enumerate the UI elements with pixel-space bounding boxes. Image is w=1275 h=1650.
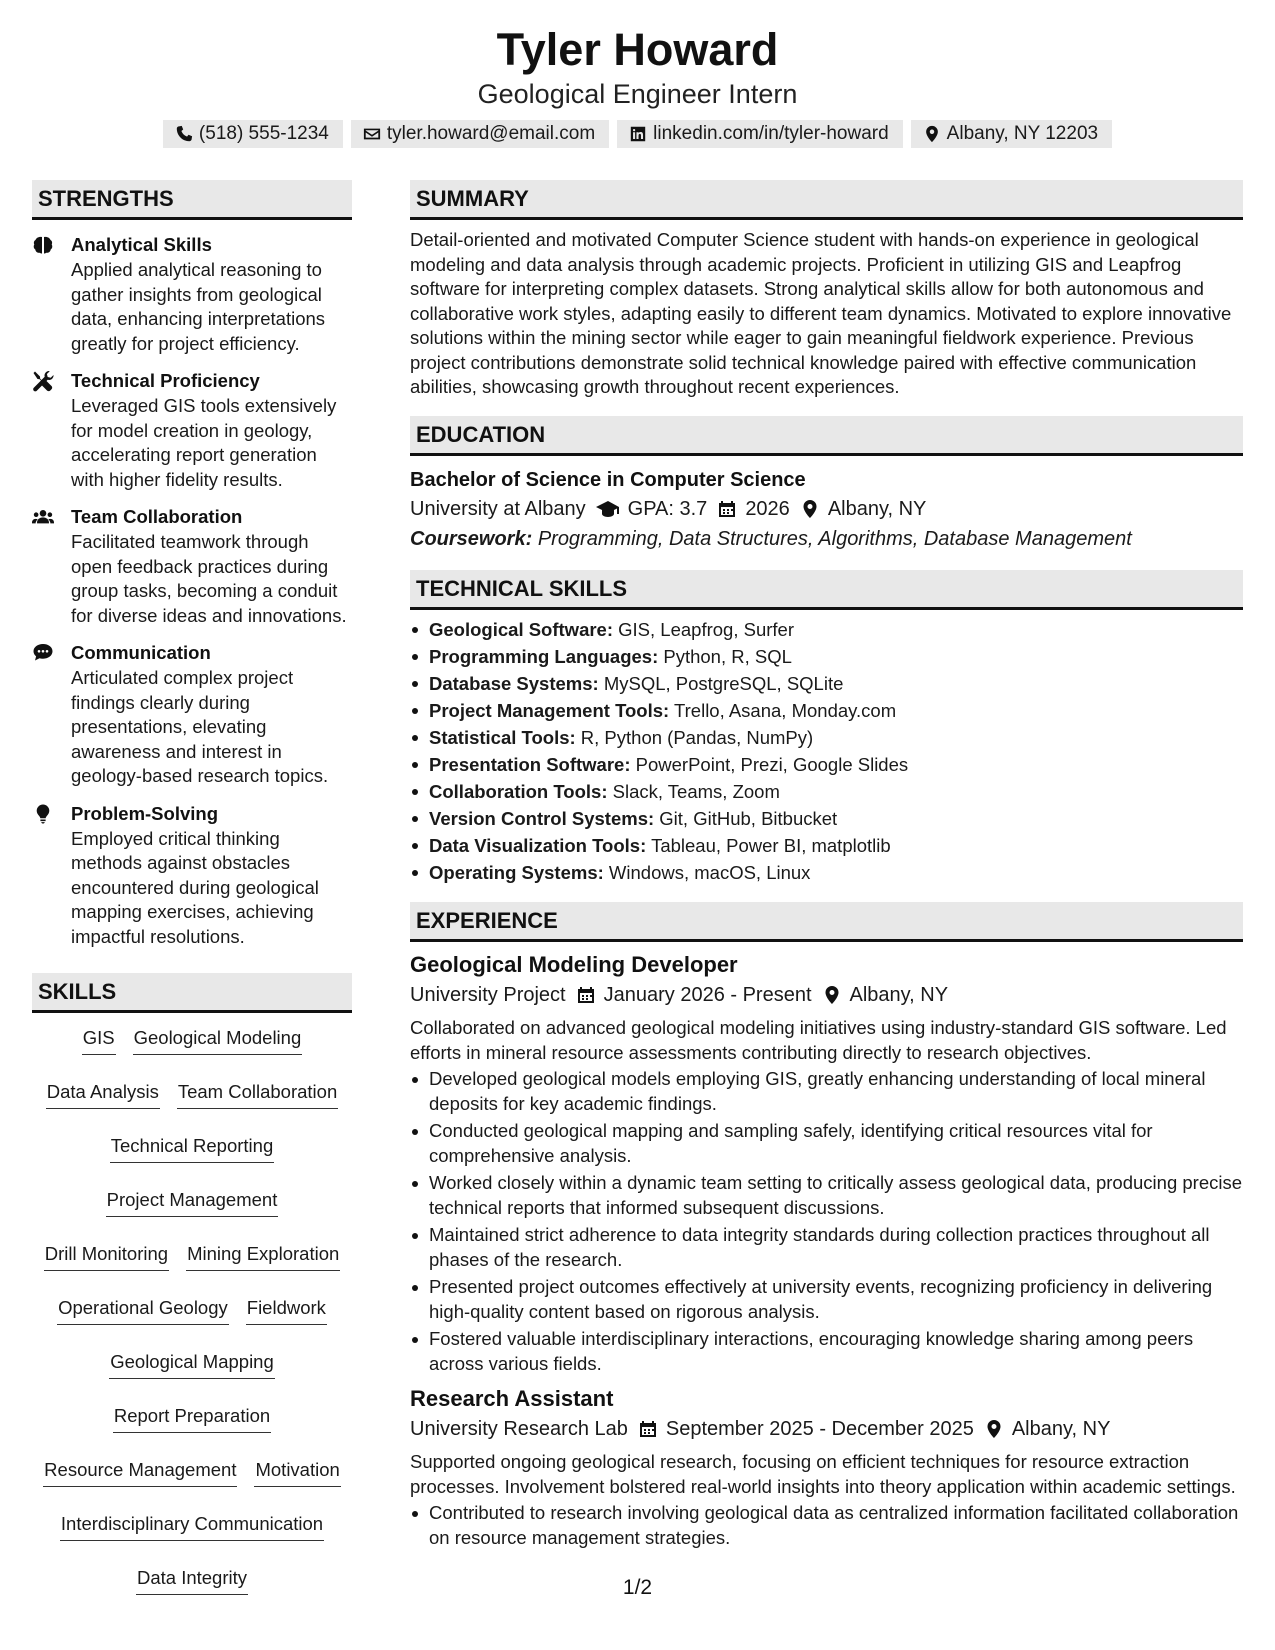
contact-bar (0, 120, 1275, 148)
education-heading: EDUCATION (410, 416, 1243, 456)
skill-tag: Technical Reporting (110, 1133, 274, 1163)
calendar-icon (576, 985, 596, 1005)
graduation-cap-icon (596, 499, 620, 519)
strength-item (32, 504, 352, 628)
list-item: Developed geological models employing GIS, greatly enhancing understanding of local mineral deposits for key academic findings. (410, 1067, 1243, 1116)
job-description: Collaborated on advanced geological modeling initiatives using industry-standard GIS software. Led efforts in mineral resource assessments contributing directly to research objectives. (410, 1017, 1227, 1063)
tech-skill-label: Collaboration Tools: (429, 781, 608, 803)
strength-item (32, 801, 352, 950)
tech-skill-value: Tableau, Power BI, matplotlib (651, 835, 891, 857)
education-meta (410, 494, 1243, 524)
job-entry (410, 950, 1243, 1376)
calendar-icon (638, 1419, 658, 1439)
skill-tag: Team Collaboration (177, 1079, 338, 1109)
contact-location (911, 120, 1112, 148)
education-coursework (410, 524, 1243, 554)
linkedin-icon (629, 125, 647, 143)
technical-skills-heading: TECHNICAL SKILLS (410, 570, 1243, 610)
summary-text: Detail-oriented and motivated Computer Science student with hands-on experience in geological modeling and data analysis through academic projects. Proficient in utilizing GIS and Leapfrog software for interpreting complex datasets. Strong analytical skills allow for both autonomous and collaborative work styles, adapting easily to different team dynamics. Motivated to explore innovative solutions within the mining sector while eager to gain meaningful fieldwork experience. Previous project contributions demonstrate solid technical knowledge paired with effective communication abilities, showcasing growth throughout recent experiences. (410, 229, 1232, 397)
strength-title: Analytical Skills (71, 234, 212, 255)
education-degree: Bachelor of Science in Computer Science (410, 468, 806, 491)
list-item (410, 859, 1243, 886)
skill-tag: Operational Geology (57, 1295, 229, 1325)
job-dates: January 2026 - Present (603, 984, 812, 1007)
strength-title: Technical Proficiency (71, 370, 260, 391)
list-item: Conducted geological mapping and sampling safely, identifying critical resources vital for comprehensive analysis. (410, 1119, 1243, 1168)
list-item (410, 832, 1243, 859)
list-item: Maintained strict adherence to data integrity standards during collection practices throughout all phases of the research. (410, 1223, 1243, 1272)
envelope-icon (363, 125, 381, 143)
skills-heading: SKILLS (32, 973, 352, 1013)
tech-skill-label: Presentation Software: (429, 753, 631, 775)
candidate-role: Geological Engineer Intern (477, 79, 798, 109)
job-meta (410, 980, 1243, 1010)
skill-tag: Resource Management (43, 1457, 237, 1487)
right-column (410, 180, 1243, 1553)
contact-email[interactable] (351, 120, 609, 148)
job-dates: September 2025 - December 2025 (665, 1418, 974, 1441)
tech-skill-label: Geological Software: (429, 618, 614, 640)
education-gpa: GPA: 3.7 (627, 497, 708, 520)
skill-tag: Data Integrity (136, 1565, 248, 1595)
job-description: Supported ongoing geological research, focusing on efficient techniques for resource extraction processes. Involvement bolstered real-world insights into theory application within academic settings. (410, 1451, 1236, 1497)
contact-phone[interactable] (163, 120, 343, 148)
tech-skill-label: Programming Languages: (429, 645, 659, 667)
left-column (32, 180, 352, 1595)
tech-skill-label: Database Systems: (429, 672, 599, 694)
skill-tag: Mining Exploration (186, 1241, 340, 1271)
tech-skill-label: Data Visualization Tools: (429, 835, 647, 857)
strength-title: Communication (71, 642, 211, 663)
education-school: University at Albany (410, 497, 586, 520)
tech-skill-value: Slack, Teams, Zoom (612, 781, 780, 803)
lightbulb-icon (32, 803, 54, 825)
job-bullets (410, 1501, 1243, 1550)
tech-skill-label: Operating Systems: (429, 862, 604, 884)
job-bullets (410, 1067, 1243, 1376)
list-item: Worked closely within a dynamic team setting to critically assess geological data, producing precise technical reports that informed subsequent discussions. (410, 1171, 1243, 1220)
users-icon (32, 506, 54, 528)
map-pin-icon (822, 985, 842, 1005)
strength-title: Problem-Solving (71, 802, 218, 824)
strength-desc: Articulated complex project findings clearly during presentations, elevating awareness and interest in geology-based research topics. (71, 667, 329, 786)
skill-tag: Data Analysis (46, 1079, 160, 1109)
strength-item (32, 640, 352, 789)
education-year: 2026 (745, 497, 790, 520)
skill-tag: Geological Modeling (133, 1025, 303, 1055)
job-org: University Project (410, 984, 566, 1007)
coursework-label: Coursework: (410, 527, 533, 550)
skills-cloud (32, 1025, 352, 1595)
tech-skill-value: PowerPoint, Prezi, Google Slides (635, 753, 909, 775)
job-title: Research Assistant (410, 1386, 614, 1412)
map-pin-icon (800, 499, 820, 519)
tech-skill-label: Project Management Tools: (429, 699, 670, 721)
summary-heading: SUMMARY (410, 180, 1243, 220)
map-pin-icon (984, 1419, 1004, 1439)
page-number: 1/2 (622, 1576, 653, 1599)
strength-item (32, 368, 352, 492)
experience-heading: EXPERIENCE (410, 902, 1243, 942)
contact-linkedin-text: linkedin.com/in/tyler-howard (653, 123, 889, 144)
list-item (410, 778, 1243, 805)
skill-tag: Fieldwork (246, 1295, 327, 1325)
skill-tag: Interdisciplinary Communication (60, 1511, 324, 1541)
skill-tag: Report Preparation (113, 1403, 271, 1433)
job-entry (410, 1384, 1243, 1550)
tech-skill-label: Statistical Tools: (429, 726, 576, 748)
tech-skill-value: Windows, macOS, Linux (608, 862, 811, 884)
list-item (410, 643, 1243, 670)
skill-tag: GIS (82, 1025, 116, 1055)
resume-header (0, 22, 1275, 148)
contact-phone-text: (518) 555-1234 (198, 123, 329, 144)
tech-skill-value: Python, R, SQL (663, 645, 792, 667)
list-item (410, 616, 1243, 643)
tech-skill-value: MySQL, PostgreSQL, SQLite (603, 672, 844, 694)
contact-email-text: tyler.howard@email.com (386, 123, 596, 144)
coursework-list: Programming, Data Structures, Algorithms, Database Management (537, 527, 1132, 550)
calendar-icon (717, 499, 737, 519)
strengths-heading: STRENGTHS (32, 180, 352, 220)
chat-bubbles-icon (32, 642, 54, 664)
strength-desc: Leveraged GIS tools extensively for model creation in geology, accelerating report generation with higher fidelity results. (71, 395, 337, 490)
skill-tag: Project Management (106, 1187, 279, 1217)
contact-linkedin[interactable] (617, 120, 903, 148)
strength-desc: Employed critical thinking methods against obstacles encountered during geological mapping exercises, achieving impactful resolutions. (71, 827, 319, 947)
contact-location-text: Albany, NY 12203 (946, 123, 1099, 144)
phone-icon (175, 125, 193, 143)
list-item (410, 670, 1243, 697)
brain-icon (32, 234, 54, 256)
strength-title: Team Collaboration (71, 506, 243, 527)
job-location: Albany, NY (1011, 1418, 1111, 1441)
tech-skill-value: Git, GitHub, Bitbucket (659, 808, 838, 830)
job-org: University Research Lab (410, 1418, 628, 1441)
education-location: Albany, NY (827, 497, 927, 520)
job-meta (410, 1414, 1243, 1444)
list-item: Contributed to research involving geological data as centralized information facilitated collaboration on resource management strategies. (410, 1501, 1243, 1550)
list-item (410, 724, 1243, 751)
skill-tag: Drill Monitoring (44, 1241, 169, 1271)
job-title: Geological Modeling Developer (410, 952, 738, 978)
tech-skill-value: GIS, Leapfrog, Surfer (618, 618, 794, 640)
skill-tag: Geological Mapping (109, 1349, 275, 1379)
strength-desc: Applied analytical reasoning to gather insights from geological data, enhancing interpretations greatly for project efficiency. (71, 259, 326, 354)
list-item (410, 805, 1243, 832)
skill-tag: Motivation (254, 1457, 340, 1487)
tools-icon (32, 370, 54, 392)
strength-item (32, 232, 352, 356)
strength-desc: Facilitated teamwork through open feedback practices during group tasks, becoming a conduit for diverse ideas and innovations. (71, 531, 347, 626)
list-item: Fostered valuable interdisciplinary interactions, encouraging knowledge sharing among peers across various fields. (410, 1327, 1243, 1376)
list-item (410, 697, 1243, 724)
map-pin-icon (923, 125, 941, 143)
candidate-name: Tyler Howard (496, 24, 779, 75)
list-item (410, 751, 1243, 778)
tech-skill-value: R, Python (Pandas, NumPy) (580, 726, 814, 748)
job-location: Albany, NY (849, 984, 949, 1007)
tech-skill-value: Trello, Asana, Monday.com (674, 699, 897, 721)
tech-skill-label: Version Control Systems: (429, 808, 655, 830)
list-item: Presented project outcomes effectively at university events, recognizing proficiency in delivering high-quality content based on rigorous analysis. (410, 1275, 1243, 1324)
technical-skills-list (410, 616, 1243, 887)
